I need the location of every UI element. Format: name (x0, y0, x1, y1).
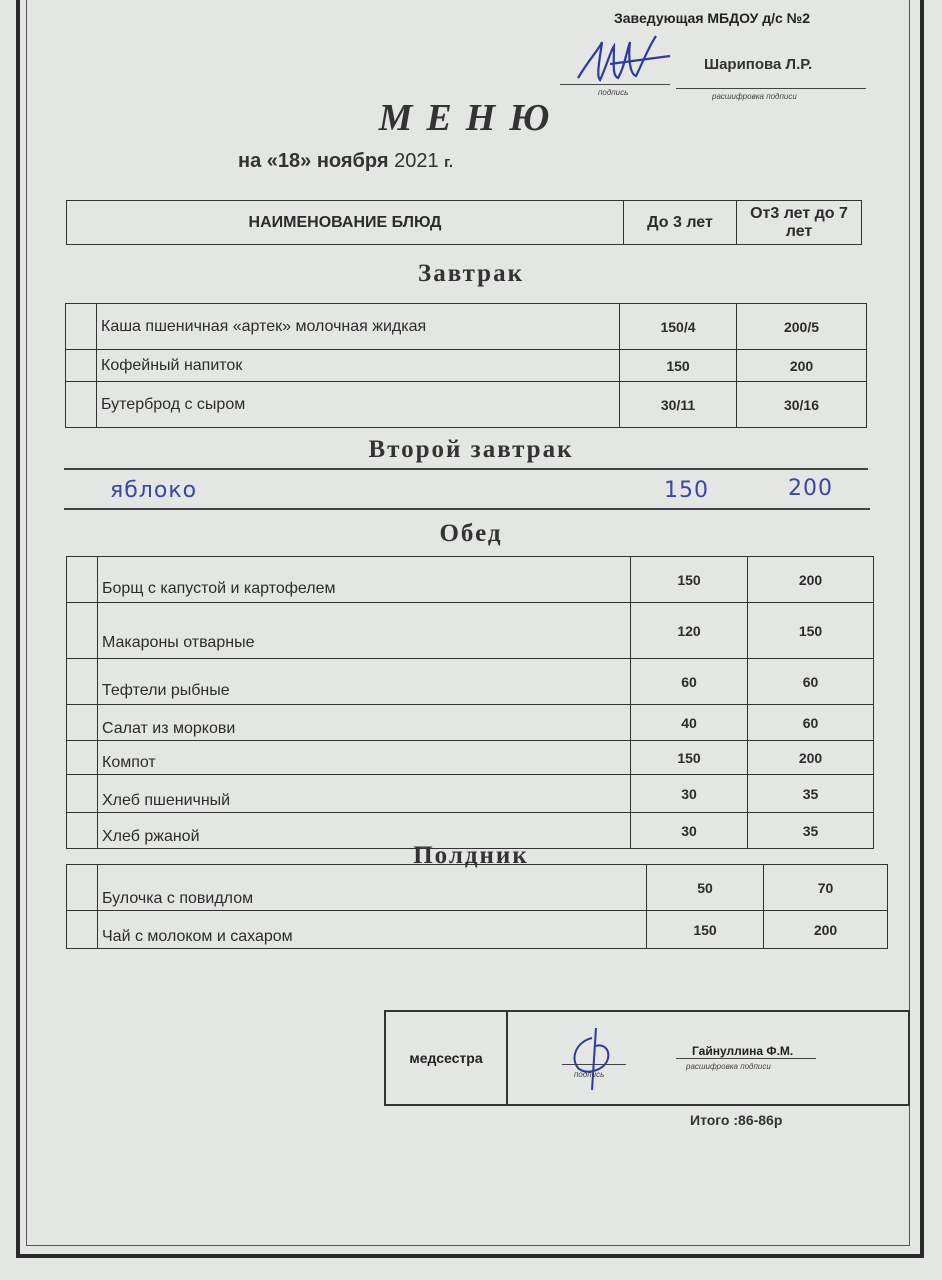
lunch-table (66, 556, 874, 849)
dish-name: Хлеб пшеничный (98, 775, 631, 813)
director-name-line (676, 88, 866, 89)
section-title-snack: Полдник (413, 842, 529, 869)
nurse-name: Гайнуллина Ф.М. (692, 1044, 794, 1058)
header-age-3-7: От3 лет до 7 лет (737, 201, 862, 245)
nurse-name-caption: расшифровка подписи (686, 1062, 771, 1071)
portion-3-7: 200/5 (737, 304, 867, 350)
dish-name: Макароны отварные (98, 603, 631, 659)
director-name-caption: расшифровка подписи (712, 92, 797, 101)
portion-under-3: 150 (631, 557, 748, 603)
header-dish-name: НАИМЕНОВАНИЕ БЛЮД (67, 201, 624, 245)
row-marker (66, 382, 97, 428)
nurse-signature-icon (556, 1024, 626, 1094)
row-marker (67, 603, 98, 659)
date-day: «18» (266, 150, 312, 172)
portion-3-7: 35 (748, 775, 874, 813)
director-name: Шарипова Л.Р. (704, 56, 813, 73)
divider (64, 508, 870, 510)
portion-3-7: 35 (748, 813, 874, 849)
table-row (67, 775, 874, 813)
table-row (66, 382, 867, 428)
portion-under-3: 30 (631, 813, 748, 849)
nurse-role: медсестра (386, 1012, 508, 1104)
section-title-second-breakfast: Второй завтрак (368, 436, 574, 463)
row-marker (67, 741, 98, 775)
row-marker (67, 775, 98, 813)
portion-under-3: 30/11 (620, 382, 737, 428)
dish-name: Борщ с капустой и картофелем (98, 557, 631, 603)
table-row (67, 557, 874, 603)
portion-under-3: 150 (631, 741, 748, 775)
menu-date (238, 150, 453, 173)
portion-under-3: 40 (631, 705, 748, 741)
portion-3-7: 200 (764, 911, 888, 949)
table-row (66, 304, 867, 350)
approval-title: Заведующая МБДОУ д/с №2 (614, 10, 811, 26)
portion-under-3: 150 (647, 911, 764, 949)
menu-title: МЕНЮ (378, 97, 564, 139)
portion-under-3: 150 (620, 350, 737, 382)
row-marker (67, 865, 98, 911)
table-row (67, 603, 874, 659)
portion-under-3: 50 (647, 865, 764, 911)
nurse-name-line (676, 1058, 816, 1059)
row-marker (66, 350, 97, 382)
nurse-signature-caption: подпись (574, 1070, 605, 1079)
table-row (67, 741, 874, 775)
portion-under-3: 120 (631, 603, 748, 659)
handwritten-portion-under-3: 150 (664, 478, 709, 503)
table-row (66, 350, 867, 382)
portion-3-7: 200 (748, 741, 874, 775)
row-marker (67, 557, 98, 603)
portion-3-7: 150 (748, 603, 874, 659)
portion-under-3: 150/4 (620, 304, 737, 350)
portion-under-3: 30 (631, 775, 748, 813)
dish-name: Бутерброд с сыром (97, 382, 620, 428)
handwritten-dish-name: яблоко (110, 478, 198, 503)
director-signature-caption: подпись (598, 88, 629, 97)
header-age-under-3: До 3 лет (624, 201, 737, 245)
table-row (67, 659, 874, 705)
row-marker (67, 705, 98, 741)
dish-name: Тефтели рыбные (98, 659, 631, 705)
dish-name: Чай с молоком и сахаром (98, 911, 647, 949)
date-prefix: на (238, 150, 262, 172)
row-marker (67, 911, 98, 949)
row-marker (67, 659, 98, 705)
dish-name: Булочка с повидлом (98, 865, 647, 911)
row-marker (66, 304, 97, 350)
section-title-lunch: Обед (439, 520, 503, 547)
dish-name: Каша пшеничная «артек» молочная жидкая (97, 304, 620, 350)
handwritten-portion-3-7: 200 (788, 476, 833, 501)
breakfast-table (65, 303, 867, 428)
portion-3-7: 70 (764, 865, 888, 911)
dish-name: Салат из моркови (98, 705, 631, 741)
nurse-signature-box (384, 1010, 910, 1106)
date-year: 2021 (394, 150, 439, 172)
table-row (67, 705, 874, 741)
divider (64, 468, 868, 470)
table-row (67, 865, 888, 911)
menu-header-table (66, 200, 862, 245)
dish-name: Кофейный напиток (97, 350, 620, 382)
dish-name: Хлеб ржаной (98, 813, 631, 849)
portion-3-7: 60 (748, 659, 874, 705)
dish-name: Компот (98, 741, 631, 775)
date-month: ноября (316, 150, 389, 172)
section-title-breakfast: Завтрак (418, 260, 524, 287)
table-row (67, 911, 888, 949)
portion-under-3: 60 (631, 659, 748, 705)
portion-3-7: 200 (748, 557, 874, 603)
nurse-signature-line (562, 1064, 626, 1065)
snack-table (66, 864, 888, 949)
total: Итого :86-86р (690, 1112, 783, 1128)
portion-3-7: 200 (737, 350, 867, 382)
date-suffix: г. (444, 154, 454, 171)
director-signature-line (560, 84, 670, 85)
portion-3-7: 30/16 (737, 382, 867, 428)
portion-3-7: 60 (748, 705, 874, 741)
